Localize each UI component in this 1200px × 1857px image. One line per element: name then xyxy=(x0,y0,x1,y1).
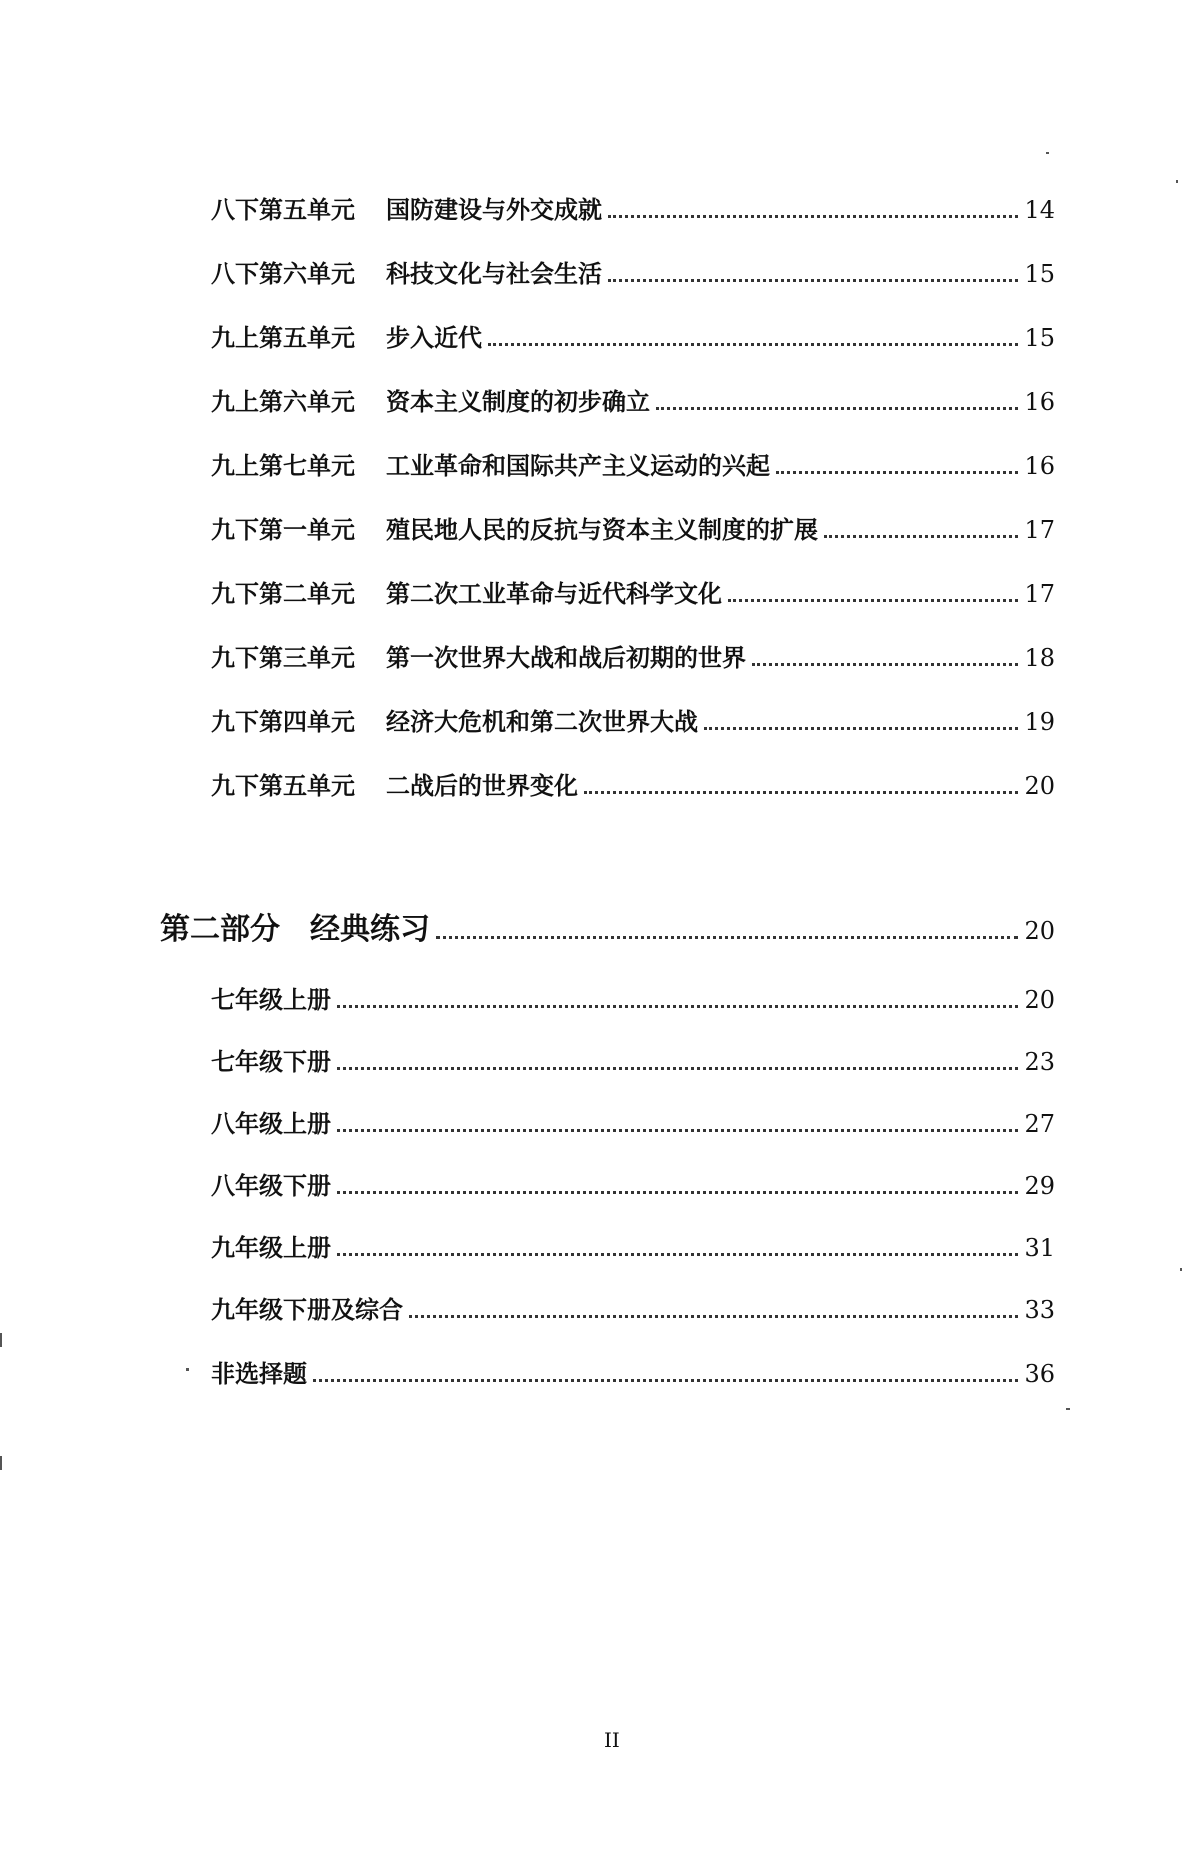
page-number: 20 xyxy=(1024,917,1055,945)
toc-entry[interactable] xyxy=(211,766,1055,801)
scan-speck xyxy=(1176,180,1178,183)
toc-section-heading[interactable] xyxy=(160,904,1055,948)
unit-label: 九下第二单元 xyxy=(211,579,355,608)
page-number: 20 xyxy=(1024,772,1055,800)
section-title: 经典练习 xyxy=(310,912,430,947)
entry-title: 殖民地人民的反抗与资本主义制度的扩展 xyxy=(386,515,818,544)
dot-leader xyxy=(337,1253,1018,1256)
dot-leader xyxy=(656,407,1018,410)
entry-title: 九年级上册 xyxy=(211,1233,331,1262)
page-number: 15 xyxy=(1024,324,1055,352)
page-number: 31 xyxy=(1024,1234,1055,1262)
dot-leader xyxy=(313,1379,1018,1382)
section-label: 第二部分 xyxy=(160,912,280,947)
scan-speck xyxy=(1046,152,1049,154)
toc-entry[interactable] xyxy=(211,702,1055,737)
entry-title: 第二次工业革命与近代科学文化 xyxy=(386,579,722,608)
page-number: 18 xyxy=(1024,644,1055,672)
entry-title: 九年级下册及综合 xyxy=(211,1295,403,1324)
entry-title: 八年级上册 xyxy=(211,1109,331,1138)
toc-entry[interactable] xyxy=(211,574,1055,609)
unit-label: 八下第五单元 xyxy=(211,195,355,224)
dot-leader xyxy=(608,215,1018,218)
page-number: 16 xyxy=(1024,452,1055,480)
page-number: 36 xyxy=(1024,1360,1055,1388)
dot-leader xyxy=(752,663,1018,666)
scan-edge-mark xyxy=(0,1456,2,1470)
scan-edge-mark xyxy=(0,1333,2,1347)
entry-title: 经济大危机和第二次世界大战 xyxy=(386,707,698,736)
scan-speck xyxy=(186,1368,189,1371)
dot-leader xyxy=(436,936,1018,939)
scan-speck xyxy=(1066,1408,1070,1410)
entry-title: 科技文化与社会生活 xyxy=(386,259,602,288)
unit-label: 九上第五单元 xyxy=(211,323,355,352)
entry-title: 资本主义制度的初步确立 xyxy=(386,387,650,416)
dot-leader xyxy=(409,1315,1018,1318)
page-number: 16 xyxy=(1024,388,1055,416)
unit-label: 九上第七单元 xyxy=(211,451,355,480)
toc-entry[interactable] xyxy=(211,510,1055,545)
toc-entry[interactable] xyxy=(211,1354,1055,1389)
entry-title: 七年级下册 xyxy=(211,1047,331,1076)
entry-title: 七年级上册 xyxy=(211,985,331,1014)
page-number: 23 xyxy=(1024,1048,1055,1076)
page-number: 19 xyxy=(1024,708,1055,736)
toc-entry[interactable] xyxy=(211,382,1055,417)
toc-entry[interactable] xyxy=(211,980,1055,1015)
entry-title: 步入近代 xyxy=(386,323,482,352)
page-number: 27 xyxy=(1024,1110,1055,1138)
dot-leader xyxy=(337,1005,1018,1008)
page-number: 29 xyxy=(1024,1172,1055,1200)
entry-title: 二战后的世界变化 xyxy=(386,771,578,800)
unit-label: 九下第三单元 xyxy=(211,643,355,672)
toc-entry[interactable] xyxy=(211,318,1055,353)
toc-entry[interactable] xyxy=(211,190,1055,225)
toc-entry[interactable] xyxy=(211,1042,1055,1077)
page-number: 33 xyxy=(1024,1296,1055,1324)
toc-entry[interactable] xyxy=(211,1166,1055,1201)
toc-entry[interactable] xyxy=(211,1228,1055,1263)
toc-entry[interactable] xyxy=(211,254,1055,289)
dot-leader xyxy=(337,1129,1018,1132)
page-number: 14 xyxy=(1024,196,1055,224)
dot-leader xyxy=(824,535,1018,538)
unit-label: 九上第六单元 xyxy=(211,387,355,416)
scan-speck xyxy=(1180,1268,1182,1271)
page-number: 17 xyxy=(1024,580,1055,608)
toc-entry[interactable] xyxy=(211,638,1055,673)
entry-title: 第一次世界大战和战后初期的世界 xyxy=(386,643,746,672)
dot-leader xyxy=(337,1191,1018,1194)
dot-leader xyxy=(728,599,1018,602)
entry-title: 非选择题 xyxy=(211,1359,307,1388)
entry-title: 八年级下册 xyxy=(211,1171,331,1200)
unit-label: 八下第六单元 xyxy=(211,259,355,288)
entry-title: 工业革命和国际共产主义运动的兴起 xyxy=(386,451,770,480)
dot-leader xyxy=(337,1067,1018,1070)
dot-leader xyxy=(608,279,1018,282)
dot-leader xyxy=(776,471,1018,474)
footer-page-number: II xyxy=(604,1728,620,1752)
page-number: 17 xyxy=(1024,516,1055,544)
toc-entry[interactable] xyxy=(211,1104,1055,1139)
page-number: 20 xyxy=(1024,986,1055,1014)
unit-label: 九下第五单元 xyxy=(211,771,355,800)
entry-title: 国防建设与外交成就 xyxy=(386,195,602,224)
dot-leader xyxy=(488,343,1018,346)
toc-entry[interactable] xyxy=(211,446,1055,481)
dot-leader xyxy=(704,727,1018,730)
page-number: 15 xyxy=(1024,260,1055,288)
toc-entry[interactable] xyxy=(211,1290,1055,1325)
dot-leader xyxy=(584,791,1018,794)
unit-label: 九下第一单元 xyxy=(211,515,355,544)
unit-label: 九下第四单元 xyxy=(211,707,355,736)
